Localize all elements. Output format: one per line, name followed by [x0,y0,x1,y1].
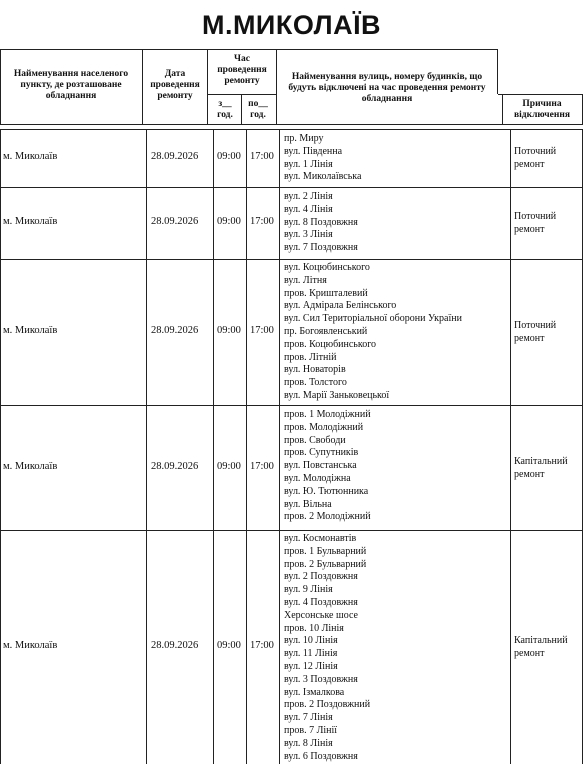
row-reason [514,634,568,660]
header-vline [276,49,277,124]
header-vline [502,94,503,124]
street-item: вул. 8 Поздовжня [284,216,358,228]
reason-line: ремонт [514,333,545,344]
row-top-border [0,530,583,531]
street-item: вул. Південна [284,145,343,157]
street-item: вул. Космонавтів [284,533,357,544]
row-place: м. Миколаїв [3,461,58,472]
street-item: пр. Богоявленський [284,325,368,337]
street-item: пров. 10 Лінія [284,622,344,634]
street-item: вул. Марії Заньковецької [284,389,390,401]
reason-line: ремонт [514,224,545,235]
street-item: вул. Вільна [284,498,332,510]
street-item: пров. 2 Поздовжний [284,699,371,711]
header-vline [0,49,1,124]
street-item: вул. 2 Поздовжня [284,571,358,583]
row-date: 28.09.2026 [151,151,199,162]
street-item: вул. 3 Лінія [284,229,333,241]
street-item: вул. Повстанська [284,460,357,472]
street-item: пров. Толстого [284,377,347,389]
reason-line: ремонт [514,469,545,480]
street-list [284,191,358,255]
row-time-from: 09:00 [217,151,241,162]
header-vline [497,49,498,94]
street-item: пров. 1 Молодіжний [284,409,371,420]
street-item: пров. 2 Молодіжний [284,511,371,523]
row-time-to: 17:00 [250,461,274,472]
header-top-border [0,49,498,50]
header-bottom-border [0,124,583,125]
row-date: 28.09.2026 [151,216,199,227]
row-top-border [0,259,583,260]
row-place: м. Миколаїв [3,325,58,336]
street-item: вул. 4 Лінія [284,203,333,215]
header-vline [142,49,143,124]
street-list [284,533,370,763]
street-item: вул. 9 Лінія [284,584,333,596]
header-vline [207,49,208,124]
header-time-divider [208,94,276,95]
street-item: вул. 11 Лінія [284,648,338,660]
row-time-to: 17:00 [250,325,274,336]
street-item: вул. 4 Поздовжня [284,596,358,608]
body-vline [0,129,1,764]
header-streets: Найменування вулиць, номеру будинків, що будуть відключені на час проведення ремонту обладнання [288,72,486,104]
street-item: вул. Адмірала Белінського [284,300,397,312]
row-date: 28.09.2026 [151,461,199,472]
reason-line: Поточний [514,146,557,157]
row-date: 28.09.2026 [151,640,199,651]
street-item: вул. 12 Лінія [284,660,338,672]
header-from: з__ год. [217,99,233,120]
street-item: вул. 1 Лінія [284,158,333,170]
street-item: вул. Миколаївська [284,171,362,183]
reason-line: Поточний [514,320,557,331]
header-reason-top [498,94,583,95]
reason-line: ремонт [514,159,545,170]
row-time-from: 09:00 [217,461,241,472]
row-place: м. Миколаїв [3,216,58,227]
body-vline [246,129,247,764]
street-item: вул. Ізмалкова [284,686,345,698]
street-item: пров. Коцюбинського [284,338,377,350]
header-time: Час проведення ремонту [217,54,267,86]
street-item: вул. 8 Лінія [284,737,333,749]
row-time-to: 17:00 [250,640,274,651]
street-item: пров. 1 Бульварний [284,545,367,557]
street-item: пров. Кришталевий [284,287,368,299]
row-reason [514,319,556,345]
header-reason: Причина відключення [514,99,570,120]
reason-line: Капітальний [514,456,568,467]
row-time-from: 09:00 [217,216,241,227]
street-item: вул. 3 Поздовжня [284,673,358,685]
row-time-from: 09:00 [217,640,241,651]
row-reason [514,455,568,481]
street-item: пров. Свободи [284,434,346,446]
street-list [284,409,371,524]
row-top-border [0,405,583,406]
row-place: м. Миколаїв [3,151,58,162]
street-item: вул. 6 Поздовжня [284,750,358,762]
reason-line: Капітальний [514,635,568,646]
street-item: пров. 7 Лінії [284,724,338,736]
header-vline [241,94,242,124]
row-time-to: 17:00 [250,216,274,227]
header-to: по__ год. [248,99,268,120]
street-item: вул. Сил Територіальної оборони України [284,313,462,325]
street-item: пров. Літній [284,351,337,363]
street-item: пров. 2 Бульварний [284,558,367,570]
row-place: м. Миколаїв [3,640,58,651]
reason-line: ремонт [514,648,545,659]
street-item: пров. Молодіжний [284,421,364,433]
street-item: вул. Ю. Тютюнника [284,485,369,497]
street-item: вул. 2 Лінія [284,191,333,202]
row-time-from: 09:00 [217,325,241,336]
street-list [284,133,361,184]
row-reason [514,145,556,171]
street-item: вул. 10 Лінія [284,635,338,647]
page-title: М.МИКОЛАЇВ [201,10,382,40]
row-date: 28.09.2026 [151,325,199,336]
street-item: вул. Новаторів [284,364,346,376]
body-vline [146,129,147,764]
street-item: пр. Миру [284,133,324,144]
header-place: Найменування населеного пункту, де розташоване обладнання [13,69,129,101]
row-time-to: 17:00 [250,151,274,162]
row-top-border [0,187,583,188]
header-date: Дата проведення ремонту [150,69,200,101]
body-vline [510,129,511,764]
street-list [284,262,462,403]
street-item: пров. Супутників [284,447,359,459]
street-item: вул. Коцюбинського [284,262,370,273]
row-reason [514,210,556,236]
reason-line: Поточний [514,211,557,222]
row-top-border [0,129,583,130]
street-item: вул. Молодіжна [284,472,351,484]
street-item: вул. 7 Лінія [284,712,333,724]
body-vline [213,129,214,764]
body-vline [279,129,280,764]
street-item: вул. 7 Поздовжня [284,242,358,254]
street-item: Херсонське шосе [284,609,358,621]
street-item: вул. Літня [284,274,327,286]
